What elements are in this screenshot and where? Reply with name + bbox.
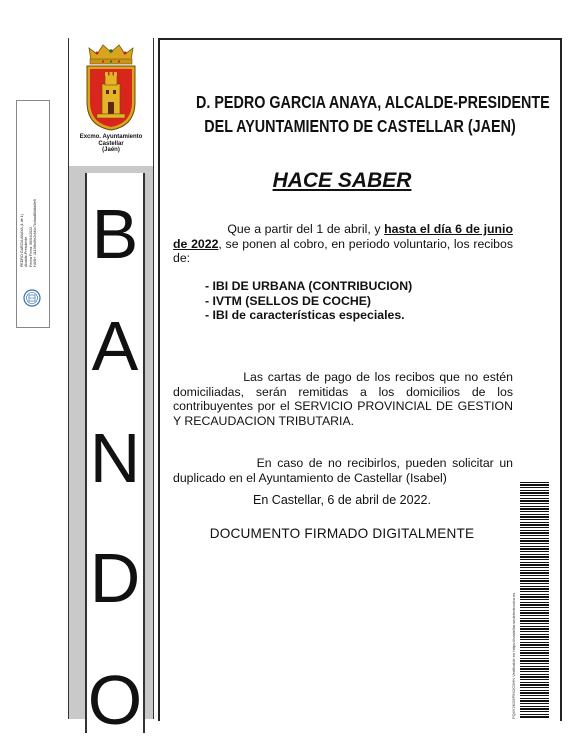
issuer-heading — [196, 90, 550, 138]
tax-list-item: - IBI de características especiales. — [205, 308, 405, 323]
collection-period-paragraph — [173, 222, 513, 266]
deadline-emphasis: hasta el día 6 de junio de 2022 — [173, 222, 513, 251]
bando-letter: O — [87, 661, 143, 739]
barcode — [520, 482, 549, 719]
municipality-caption — [69, 134, 153, 154]
issuer-heading-line: D. PEDRO GARCIA ANAYA, ALCALDE-PRESIDENTE — [196, 92, 550, 112]
digital-signature-note: DOCUMENTO FIRMADO DIGITALMENTE — [209, 526, 475, 541]
tax-list-item: - IVTM (SELLOS DE COCHE) — [205, 293, 372, 308]
caption-line: Castellar — [98, 140, 124, 147]
signature-line: PEDRO GARCIA ANAYA (1 de 1) — [20, 214, 24, 267]
issuer-heading-line: DEL AYUNTAMIENTO DE CASTELLAR (JAEN) — [204, 116, 516, 136]
signature-line: Alcalde-Presidente — [24, 236, 29, 267]
hace-saber-title: HACE SABER — [272, 169, 412, 192]
proclamation-panel — [158, 38, 562, 721]
signature-line: Fecha Firma: 06/04/2022 — [28, 226, 33, 267]
bando-column — [68, 38, 152, 739]
bando-letter: A — [91, 307, 139, 385]
tax-list — [205, 279, 505, 323]
coat-of-arms-icon — [81, 40, 141, 132]
signature-stamp — [16, 100, 50, 328]
seal-icon — [23, 289, 41, 307]
paragraph-text: En caso de no recibirlos, pueden solicitar un duplicado en el Ayuntamiento de Castellar (Isabel) — [173, 456, 514, 485]
bando-letter: B — [91, 195, 139, 273]
duplicate-request-paragraph — [173, 456, 513, 485]
paragraph-text: Que a partir del 1 de abril, y — [227, 222, 385, 236]
paragraph-text: Las cartas de pago de los recibos que no estén domiciliadas, serán remitidas a los domicilios de los contribuyentes por el SERVICIO PROVINCIAL DE GESTION Y RECAUDACION TRIBUTARIA. — [173, 370, 513, 429]
verification-text: FQ4Y2KD5P9X2C0HN Verificable en https://castellar.sedelectronica.es — [511, 592, 516, 719]
coat-of-arms-box — [68, 38, 154, 166]
signature-stamp-text — [20, 107, 38, 267]
signature-line: HASH: 1113f8c0fe2cfd4c7b4bad80dbb0e9 — [33, 199, 38, 267]
caption-line: Excmo. Ayuntamiento — [79, 134, 143, 140]
caption-line: (Jaén) — [102, 147, 120, 153]
paragraph-text: , se ponen al cobro, en periodo voluntario, los recibos de: — [173, 236, 513, 266]
tax-list-item: - IBI DE URBANA (CONTRIBUCION) — [205, 279, 413, 293]
payment-letters-paragraph — [173, 370, 513, 429]
bando-band — [68, 166, 154, 739]
bando-strip — [85, 173, 145, 739]
bando-letter: D — [89, 539, 141, 617]
bando-letter: N — [89, 419, 141, 497]
place-and-date: En Castellar, 6 de abril de 2022. — [253, 493, 431, 507]
